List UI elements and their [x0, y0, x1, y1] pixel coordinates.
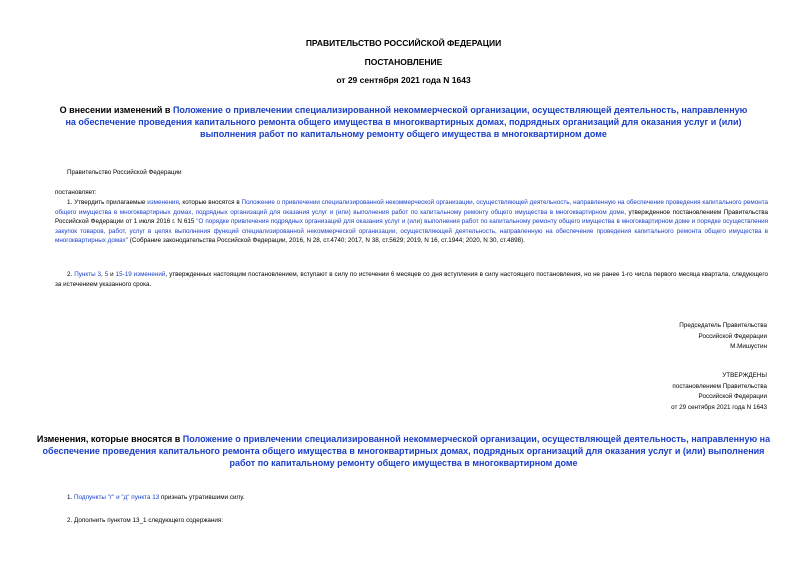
approved-block — [671, 371, 767, 413]
change-1 — [55, 493, 244, 503]
para1-text-3: , утвержденное постановлением Правительства Российской Федерации от 1 июля 2016 г. N 615 — [55, 208, 769, 226]
procedure-link[interactable]: "О порядке привлечения подрядных организаций для оказания услуг и (или) выполнения работ по капитальному ремонту общего имущества в многоквартирном доме и порядке осуществления закупок товаров, работ, услуг в целях выполнения функций специализированной некоммерческой организации, осуществляющей деятельность, направленную на обеспечение проведения капитального ремонта общего имущества в многоквартирных домах" — [55, 218, 768, 245]
document-title — [58, 104, 749, 140]
signature-country: Российской Федерации — [698, 332, 767, 340]
approved-heading: УТВЕРЖДЕНЫ — [722, 372, 767, 379]
changes-link[interactable]: изменения — [147, 199, 179, 206]
para2-text-3: и — [108, 271, 116, 278]
approved-by: постановлением Правительства — [672, 382, 767, 390]
para2-text-2: , — [101, 271, 105, 278]
preamble-government: Правительство Российской Федерации — [67, 169, 182, 176]
approved-country: Российской Федерации — [698, 393, 767, 400]
signature-block — [679, 321, 767, 353]
paragraph-2 — [55, 270, 768, 289]
changes-title-link[interactable]: Положение о привлечении специализированной некоммерческой организации, осуществляющей деятельность, направленную на обеспечение проведения капитального ремонта общего имущества в многоквартирных домах, подрядных организаций для оказания услуг и (или) выполнения работ по капитальному ремонту общего имущества в многоквартирном доме — [42, 434, 771, 468]
title-regulation-link[interactable]: Положение о привлечении специализированной некоммерческой организации, осуществляющей деятельность, направленную на обеспечение проведения капитального ремонта общего имущества в многоквартирных домах, подрядных организаций для оказания услуг и (или) выполнения работ по капитальному ремонту общего имущества в многоквартирном доме — [65, 105, 748, 139]
changes-title-prefix: Изменения, которые вносятся в — [36, 434, 183, 444]
change1-number: 1. — [67, 494, 75, 501]
government-header: ПРАВИТЕЛЬСТВО РОССИЙСКОЙ ФЕДЕРАЦИИ — [305, 38, 502, 48]
signature-position: Председатель Правительства — [679, 322, 767, 329]
para2-text-4: , утвержденных настоящим постановлением, вступают в силу по истечении 6 месяцев со дня вступления в силу настоящего постановления, но не ранее 1-го числа первого месяца квартала, следующего за истечением указанного срока. — [55, 271, 768, 288]
para1-text-1: 1. Утвердить прилагаемые — [67, 199, 148, 206]
points-15-19-link[interactable]: 15-19 изменений — [115, 271, 166, 278]
subpoints-link[interactable]: Подпункты "г" и "д" пункта 13 — [74, 494, 160, 501]
para1-text-2: , которые вносятся в — [178, 199, 242, 206]
change1-text: признать утратившими силу. — [159, 494, 245, 501]
point-3-link[interactable]: Пункты 3 — [74, 271, 102, 278]
regulation-link[interactable]: Положение о привлечении специализированной некоммерческой организации, осуществляющей деятельность, направленную на обеспечение проведения капитального ремонта общего имущества в многоквартирных домах, подрядных организаций для оказания услуг и (или) выполнения работ по капитальному ремонту общего имущества в многоквартирном доме — [55, 199, 769, 216]
para1-text-4: (Собрание законодательства Российской Федерации, 2016, N 28, ст.4740; 2017, N 38, ст.5629; 2019, N 16, ст.1944; 2020, N 30, ст.4898). — [128, 237, 525, 245]
approved-date: от 29 сентября 2021 года N 1643 — [671, 403, 767, 411]
signature-name: М.Мишустин — [730, 343, 767, 350]
change-2: 2. Дополнить пунктом 13_1 следующего содержания: — [67, 517, 224, 524]
para2-text-1: 2. — [67, 271, 75, 278]
document-date-number: от 29 сентября 2021 года N 1643 — [336, 75, 471, 85]
point-5-link[interactable]: 5 — [104, 271, 109, 278]
title-prefix: О внесении изменений в — [59, 105, 173, 115]
preamble-resolves: постановляет: — [55, 189, 97, 196]
changes-title — [34, 433, 773, 469]
document-type: ПОСТАНОВЛЕНИЕ — [364, 57, 443, 67]
paragraph-1 — [55, 198, 768, 246]
